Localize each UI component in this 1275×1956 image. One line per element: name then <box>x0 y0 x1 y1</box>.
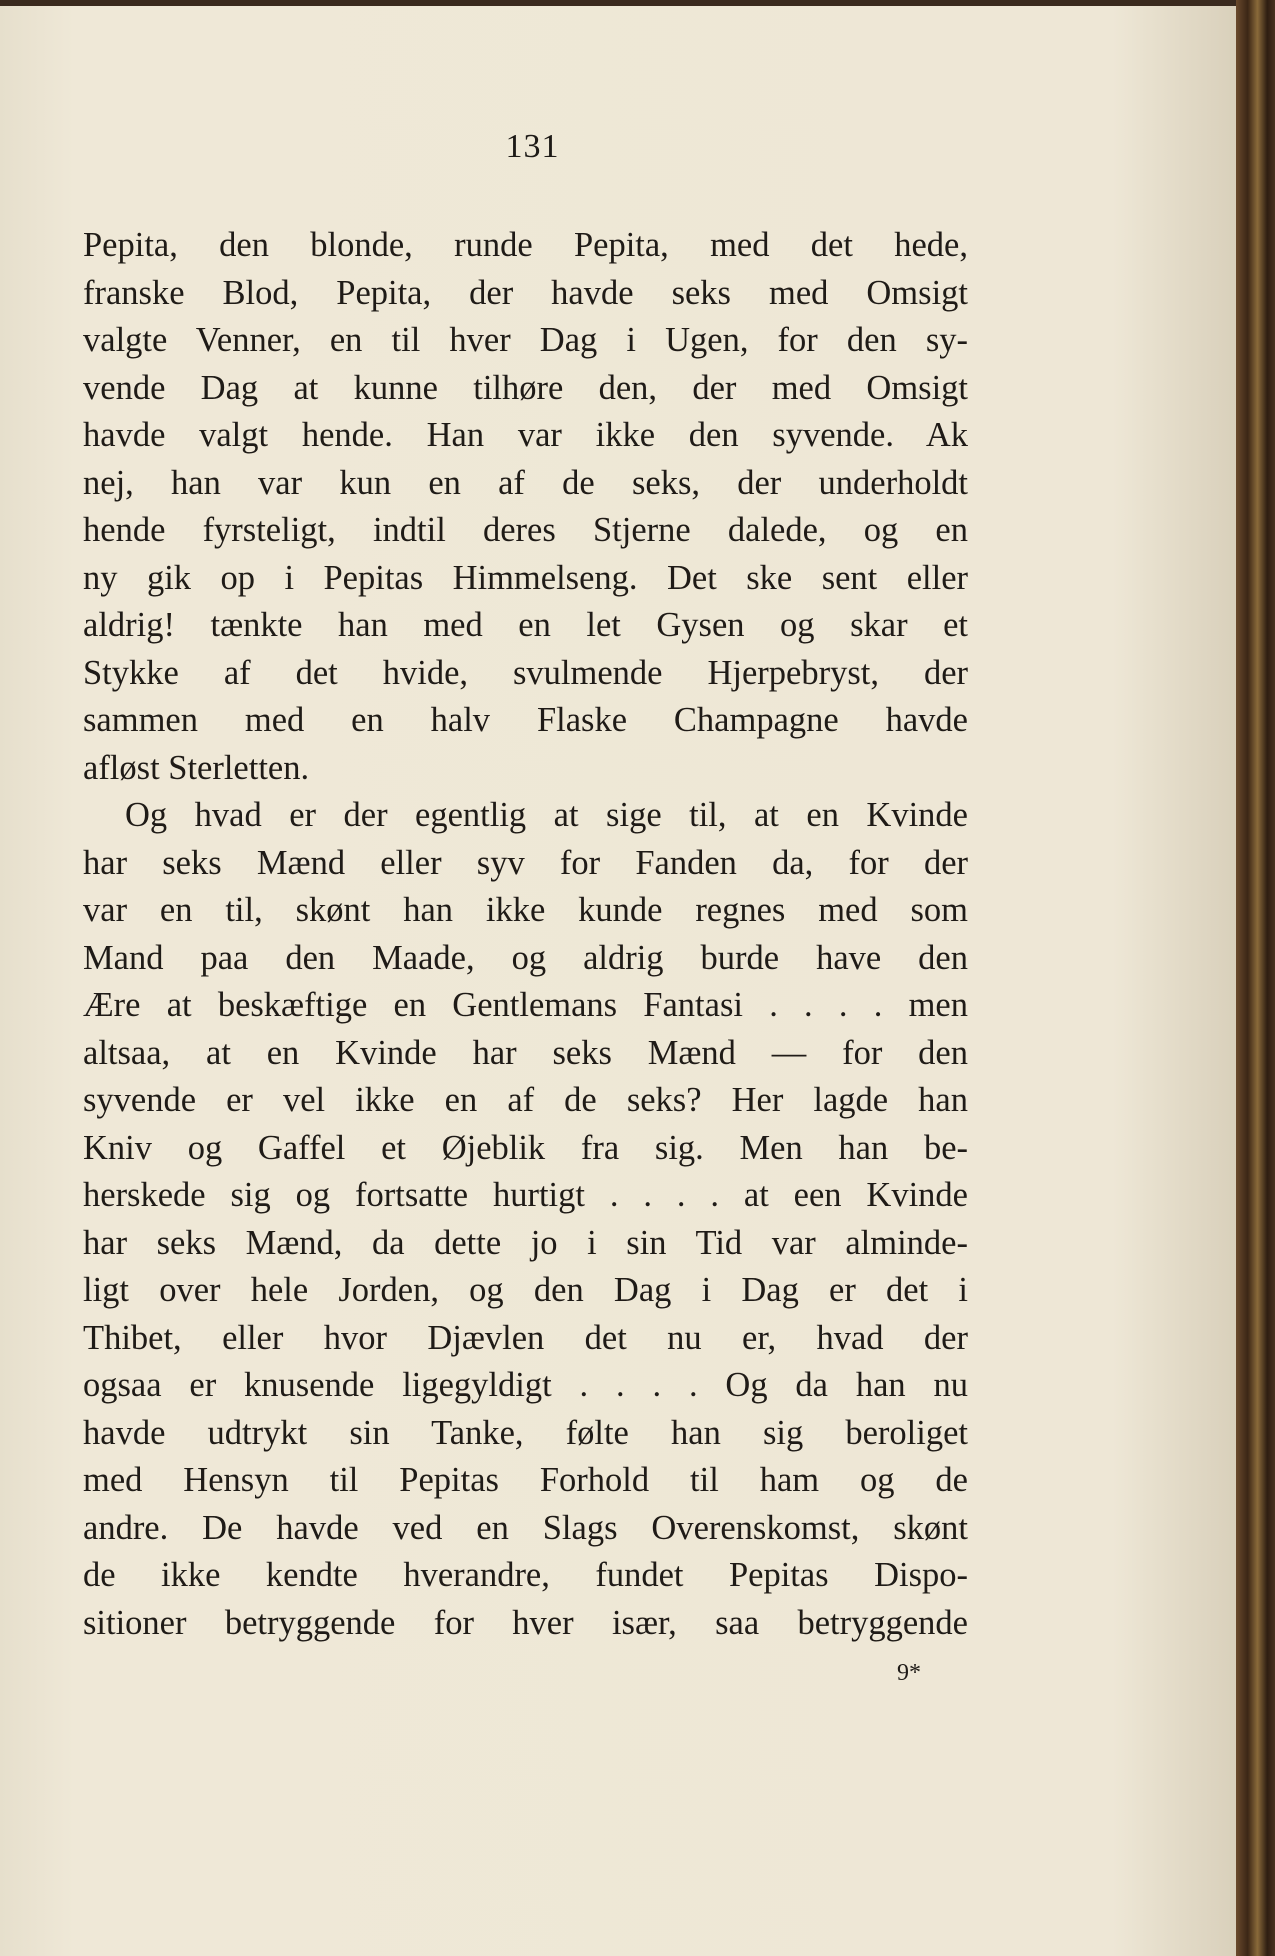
body-text <box>83 222 968 1647</box>
text-line: de ikke kendte hverandre, fundet Pepitas Dispo- <box>83 1556 968 1594</box>
text-line: andre. De havde ved en Slags Overenskomst, skønt <box>83 1508 968 1547</box>
text-line: Og hvad er der egentlig at sige til, at en Kvinde <box>125 796 968 834</box>
text-line: Stykke af det hvide, svulmende Hjerpebryst, der <box>83 653 968 692</box>
text-line: sitioner betryggende for hver især, saa betryggende <box>83 1603 968 1642</box>
text-line: valgte Venner, en til hver Dag i Ugen, for den sy- <box>83 321 968 359</box>
text-line: ny gik op i Pepitas Himmelseng. Det ske sent eller <box>83 558 968 597</box>
page-number: 131 <box>505 128 560 165</box>
text-line: Mand paa den Maade, og aldrig burde have den <box>83 938 968 977</box>
text-line: nej, han var kun en af de seks, der underholdt <box>83 463 968 502</box>
text-line: herskede sig og fortsatte hurtigt . . . . at een Kvinde <box>83 1176 968 1214</box>
text-line: Pepita, den blonde, runde Pepita, med det hede, <box>83 226 968 264</box>
text-line: syvende er vel ikke en af de seks? Her lagde han <box>83 1081 968 1119</box>
text-line: har seks Mænd eller syv for Fanden da, for der <box>83 843 968 882</box>
signature-mark: 9* <box>897 1660 921 1686</box>
text-line: aldrig! tænkte han med en let Gysen og skar et <box>83 606 968 644</box>
text-line: har seks Mænd, da dette jo i sin Tid var alminde- <box>83 1223 968 1262</box>
text-line: havde valgt hende. Han var ikke den syvende. Ak <box>83 416 968 454</box>
text-line: vende Dag at kunne tilhøre den, der med Omsigt <box>83 368 968 407</box>
book-binding-edge <box>1236 0 1275 1956</box>
text-line: hende fyrsteligt, indtil deres Stjerne dalede, og en <box>83 511 968 549</box>
text-line: franske Blod, Pepita, der havde seks med Omsigt <box>83 273 968 312</box>
text-line: med Hensyn til Pepitas Forhold til ham og de <box>83 1461 968 1499</box>
text-line: sammen med en halv Flaske Champagne havde <box>83 701 968 739</box>
text-line: var en til, skønt han ikke kunde regnes med som <box>83 891 968 929</box>
text-line: altsaa, at en Kvinde har seks Mænd — for den <box>83 1033 968 1072</box>
text-line: Kniv og Gaffel et Øjeblik fra sig. Men han be- <box>83 1128 968 1167</box>
text-line: Ære at beskæftige en Gentlemans Fantasi . . . . men <box>83 986 968 1024</box>
text-line: Thibet, eller hvor Djævlen det nu er, hvad der <box>83 1318 968 1357</box>
text-line: afløst Sterletten. <box>83 748 310 787</box>
text-line: ogsaa er knusende ligegyldigt . . . . Og da han nu <box>83 1366 968 1404</box>
page-top-edge <box>0 0 1236 6</box>
text-line: ligt over hele Jorden, og den Dag i Dag er det i <box>83 1271 968 1309</box>
text-line: havde udtrykt sin Tanke, følte han sig beroliget <box>83 1413 968 1452</box>
